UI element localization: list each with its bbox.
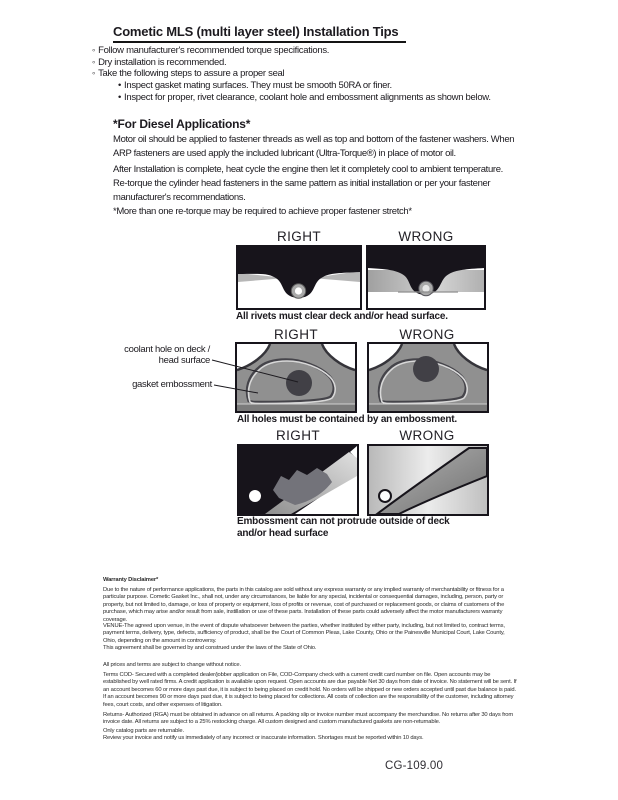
list-sub-item: • Inspect gasket mating surfaces. They must be smooth 50RA or finer. (92, 80, 562, 92)
page-title: Cometic MLS (multi layer steel) Installation Tips (113, 24, 406, 43)
coolant-hole-label: coolant hole on deck / head surface (124, 344, 210, 366)
only-catalog-text: Only catalog parts are returnable. (103, 728, 184, 734)
rivet-clear-wrong-diagram (368, 247, 484, 308)
diagram3-caption: Embossment can not protrude outside of deck and/or head surface (237, 516, 450, 539)
venue-paragraph (103, 623, 517, 653)
venue-text: VENUE-The agreed upon venue, in the event of dispute whatsoever between the parties, whether instituted by either party, including, but not limited to, contract terms, payment terms, delivery, type, defects, sufficiency of product, shall be the Court of Common Pleas, Lake County, Ohio or the Painesville Municipal Court, Lake County, Ohio, depending on the amount in controversy. (103, 623, 505, 644)
hole-contained-wrong-diagram (369, 344, 487, 411)
label-leader-lines (110, 340, 370, 420)
diesel-section-heading: *For Diesel Applications* (113, 117, 251, 131)
diagram3-right-label: RIGHT (276, 428, 320, 443)
rivet-clear-right-diagram (238, 247, 360, 308)
warranty-disclaimer-heading: Warranty Disclaimer* (103, 577, 159, 583)
diagram2-caption: All holes must be contained by an embossment. (237, 414, 457, 425)
diagram1-wrong-panel (366, 245, 486, 310)
diagram3-right-panel (237, 444, 359, 516)
diesel-paragraph-1: Motor oil should be applied to fastener threads as well as top and bottom of the fastener washers. When ARP fasteners are used apply the included lubricant (Ultra-Torque®) in place of motor oil. (113, 134, 515, 160)
retorque-note: *More than one re-torque may be required to achieve proper fastener stretch* (113, 206, 412, 217)
diagram1-wrong-label: WRONG (398, 229, 454, 244)
governing-law-text: This agreement shall be governed by and construed under the laws of the State of Ohio. (103, 645, 317, 652)
diesel-paragraph-2: After Installation is complete, heat cycle the engine then let it completely cool to ambient temperature. Re-torque the cylinder head fasteners in the same pattern as initial installation or per your fastener manufacturer's recommendations. (113, 164, 503, 204)
review-invoice-text: Review your invoice and notify us immediately of any incorrect or inaccurate information. Shortages must be reported within 10 days. (103, 735, 424, 742)
returnable-paragraph (103, 728, 517, 743)
list-item: ◦ Follow manufacturer's recommended torque specifications. (92, 45, 562, 57)
list-item: ◦ Take the following steps to assure a proper seal (92, 68, 562, 80)
list-item: ◦ Dry installation is recommended. (92, 57, 562, 69)
diagram3-wrong-panel (367, 444, 489, 516)
diagram1-right-label: RIGHT (277, 229, 321, 244)
returns-paragraph: Returns- Authorized (RGA) must be obtained in advance on all returns. A packing slip or invoice number must accompany the merchandise. No returns after 30 days from invoice date. All returns are subject to a 25% restocking charge. All custom designed and custom manufactured gaskets are non-returnable. (103, 712, 514, 726)
diagram3-wrong-label: WRONG (399, 428, 455, 443)
terms-paragraph: Terms COD- Secured with a completed dealer/jobber application on File, COD-Company check with a current credit card number on file. Open accounts may be established by well rated firms. A credit application is available upon request. Open accounts are due payable Net 30 days from date of invoice. No statement will be sent. If an account becomes 60 or more days past due, it is subject to being placed on credit hold. No orders will be shipped or new orders accepted until past due balance is paid. If an account becomes 90 or more days past due, it is subject to being placed for collections. All costs of collection are the responsibility of the customer, including attorney fees, court costs, and other expenses of litigation. (103, 672, 517, 708)
warranty-paragraph: Due to the nature of performance applications, the parts in this catalog are sold without any express warranty or any implied warranty of merchantability or fitness for a particular purpose. Cometic Gasket Inc., shall not, under any circumstances, be liable for any special, incidental or consequential damages, including, person, party or property, but not limited to, damage, or loss of property or equipment, loss of profits or revenue, cost of purchased or replacement goods, or claims of customers of the purchase, which may arise and/or result from sale, instillation or use of these parts. Installation of these parts could adversely affect the motor manufacturers warranty coverage. (103, 587, 505, 623)
embossment-protrude-right-diagram (239, 446, 357, 514)
diagram1-caption: All rivets must clear deck and/or head surface. (236, 311, 448, 322)
prices-notice: All prices and terms are subject to change without notice. (103, 662, 241, 668)
diagram1-right-panel (236, 245, 362, 310)
diagram2-right-label: RIGHT (274, 327, 318, 342)
diagram2-wrong-label: WRONG (399, 327, 455, 342)
page-part-number: CG-109.00 (385, 760, 444, 772)
installation-tips-list (92, 45, 562, 104)
gasket-embossment-label: gasket embossment (132, 379, 212, 390)
embossment-protrude-wrong-diagram (369, 446, 487, 514)
diagram2-wrong-panel (367, 342, 489, 413)
list-sub-item: • Inspect for proper, rivet clearance, coolant hole and embossment alignments as shown below. (92, 92, 562, 104)
